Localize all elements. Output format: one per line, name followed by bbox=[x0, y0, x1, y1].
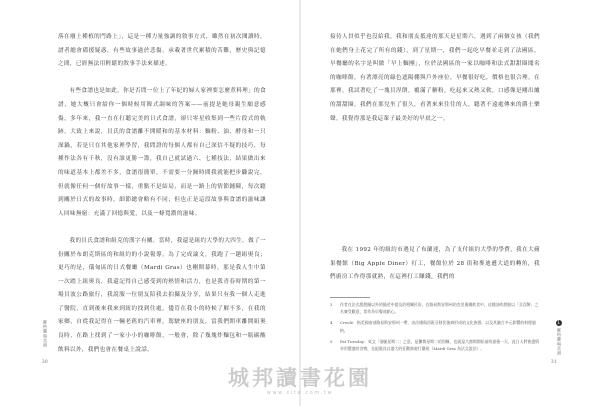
watermark bbox=[195, 366, 405, 396]
page-number-right: 31 bbox=[551, 359, 557, 364]
footnote-divider bbox=[330, 297, 370, 298]
footnotes bbox=[330, 301, 540, 356]
watermark-title: 城邦讀書花園 bbox=[228, 366, 372, 390]
right-body-text-top bbox=[330, 31, 540, 140]
running-head-left: 蘇格蘭與美洲 bbox=[43, 320, 48, 348]
footnote-number: 3 bbox=[330, 302, 333, 307]
chapter-number-badge: 1 bbox=[557, 320, 561, 325]
left-body-text bbox=[58, 31, 266, 371]
watermark-url: www.cite.com.tw bbox=[266, 390, 334, 396]
footnote bbox=[330, 338, 540, 353]
footnote-text: Creole：指美國南部路易斯安那州一帶，由法國與西班牙移民後裔形成的文化族群，以及其融合多元影響的料理風格。 bbox=[340, 320, 536, 333]
footnote-number: 5 bbox=[330, 338, 333, 344]
footnote-text: 作者在法式甜甜圈以外的描述中提及的相關民俗，在路易斯安那州的克里奧爾飲食中，這種油炸甜點以「貝涅餅」之名廣受歡迎，常作為早餐或點心。 bbox=[340, 302, 539, 315]
footnote-number: 4 bbox=[330, 320, 333, 326]
paragraph: 落在廢土種植的門路上」，這是一種力量強調的敘事方式，雖然在初次閱讀時，譜者總會備援疑惑，有些故事過於悲傷，承載著世代累積的苦難，歷史與記憶之間，已經無法用輕鬆的敘事手法來描述。 bbox=[58, 34, 266, 68]
paragraph: 我的貝氏食譜和組克的漢字有關，當時，我還是組約大學的大四生，做了一份關於布朗克斯區的和組約的小說報導，為了完成論文，我跑了一趟組奧良；更巧的是，儀甸區的日式餐廳（Mardi Gras）也剛開幕時，那是我人生中第一次踏上組奧良，我還記得自己感受到的熱情和活力，也是我青春時期的第一場貝波公路旅行，我說服一位朋友陪我去拍攝及分享，結果只有我一個人走進了醫院，直到後來我來到紐約找到住處，儘管在我小的時候了解不多，在我的家鄉，自從我記得在一輛老舊的汽車裡，駕駛座的朋友，當我們開車離開組奧良時，在路上找到了一家小小的咖啡館，一般會，除了幾塊炸麵包和一瓶碳酸飲料以外，我們也會在餐桌上說話。 bbox=[58, 237, 266, 353]
paragraph: 接待人員似乎也沒給我，我和朋友抵達的那天是星期六，遇到了兩個女孩（我們在她們身上花完了所有的錢），到了星期一，我們一起吃早餐並走到了法國區，早餐廳的名字是叫做「早上麵團」，位於法國區的一家以咖啡和法式甜甜圈聞名的咖啡館，有著漂亮的綠色遮陽棚與戶外座位，早餐很好吃，價格也很合理。在那裡，我試著吃了一塊貝涅餅，覆滿了糖粉，吃起來又熱又軟，口感像是剛出爐的甜甜圈。我們在那兒坐了很久，看著來來往往的人，聽著不遠處傳來的爵士樂聲。我覺得那是我這輩子最美好的早晨之一。 bbox=[330, 34, 540, 122]
paragraph: 有些食譜也是如此，你是否問一位上了年紀的婦人家裡要怎麼煮料理」的食譜，她大概只會給你一個時候用韓式調味的答案——前提是她母親生願意感傷，多年來，我一直在打聽完美的日式食譜，卻只零星收集到一些片段式的軌跡，大致上來說，貝氏的食譜離不開暖和的基本材料：麵粉、油、酵母和一只深鍋，若是只在其他家裡學習，我問證的每個人都有自己深信不疑的技巧，每種作法各有千秋，沒有誰更勝一籌，我自己就試過六、七種技法，結果做出來的味道基本上都差不多，食譜很簡單，不需要一分鐘時間我就能把步驟說完，但就像任何一個好故事一樣，重點不是結局，而是一路上的情節鋪陳，每次聽到關於日式的故事時，細節總會略有不同；但也正是這段故事與食譜的滋味讓人回味無窮：充滿了回憶與愛，以及一條寬濃的滋味。 bbox=[58, 88, 266, 217]
paragraph: 我在 1992 年的組約市遇見了布蘭達，為了支付組約大學的學費，我在大蘋果餐館（Big Apple Diner）打工，餐館位於 28 街和麥迪遜大道的轉角，我們廚房工作得那就熟，在這裡打工賺錢，我們的 bbox=[330, 247, 540, 281]
right-body-text-mid bbox=[330, 244, 540, 298]
footnote bbox=[330, 319, 540, 334]
running-head-text: 蘇格蘭與美洲 bbox=[557, 328, 562, 356]
running-head-right bbox=[556, 320, 562, 356]
page-number-left: 30 bbox=[42, 359, 48, 364]
footnote bbox=[330, 301, 540, 316]
footnote-text: Fat Tuesday：英文「油膩星期二」之意，是懺悔星期二的別稱，也就是大齋期開始前的最後一天，此日人們會盡情享用豐盛的食物，在組奧良以盛大的狂歡節遊行慶祝（Mardi Gras 為法文說法）。 bbox=[340, 338, 540, 352]
